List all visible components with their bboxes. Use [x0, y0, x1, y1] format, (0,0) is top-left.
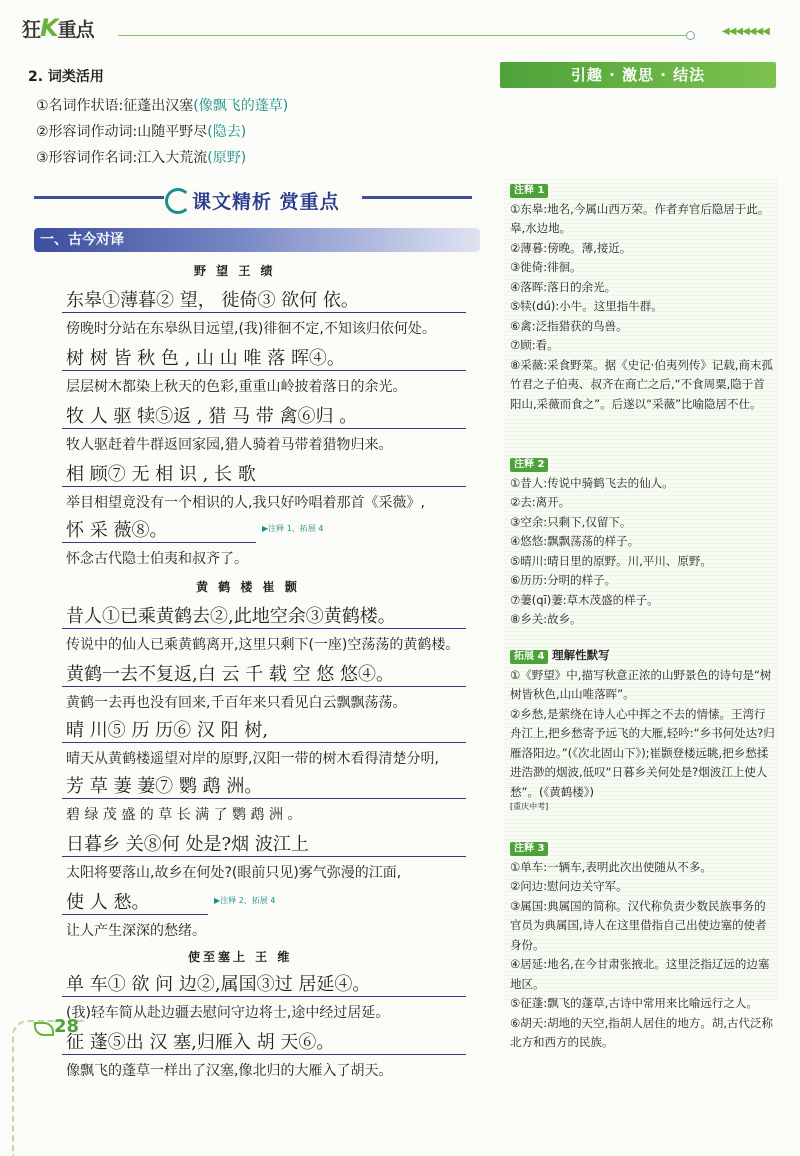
- poem-line: 黄鹤一去不复返,白 云 千 载 空 悠 悠④。: [66, 664, 395, 685]
- poem-line: 使 人 愁。: [66, 892, 150, 913]
- note-item: ②问边:慰问边关守军。: [510, 879, 628, 893]
- poem-line: 昔人①已乘黄鹤去②,此地空余③黄鹤楼。: [66, 606, 396, 627]
- note-item: ②乡愁,是萦绕在诗人心中挥之不去的情愫。王湾行舟江上,把乡愁寄予远飞的大雁,轻吟:“乡书何处达?归雁洛阳边。”(《次北固山下》);崔颢登楼远眺,把乡愁揉进浩渺的烟波,低叹“日暮乡关何处是?烟波江上使人愁”。(《黄鹤楼》): [510, 706, 775, 799]
- note-item: ④悠悠:飘飘荡荡的样子。: [510, 534, 640, 548]
- note-item: ⑦萋(qī)萋:草木茂盛的样子。: [510, 592, 659, 607]
- note-item: ⑦顾:看。: [510, 338, 559, 352]
- poem-line: 东皋①薄暮② 望， 徙倚③ 欲何 依。: [66, 290, 359, 311]
- translation-line: 黄鹤一去再也没有回来,千百年来只看见白云飘飘荡荡。: [66, 695, 407, 711]
- translation-line: 让人产生深深的愁绪。: [66, 923, 206, 939]
- translation-line: 像飘飞的蓬草一样出了汉塞,像北归的大雁入了胡天。: [66, 1063, 393, 1079]
- translation-line: 层层树木都染上秋天的色彩,重重山岭披着落日的余光。: [66, 379, 407, 395]
- leaf-icon: [34, 1022, 54, 1036]
- note-item: ①东皋:地名,今属山西万荣。作者弃官后隐居于此。皋,水边地。: [510, 201, 770, 235]
- note-item: ⑤征蓬:飘飞的蓬草,古诗中常用来比喻远行之人。: [510, 996, 758, 1010]
- translation-line: 碧 绿 茂 盛 的 草 长 满 了 鹦 鹉 洲 。: [66, 807, 302, 823]
- note-item: ③徙倚:徘徊。: [510, 260, 582, 274]
- poem-title: 黄 鹤 楼 崔 颢: [196, 580, 300, 594]
- note-badge: 注释 2: [510, 458, 548, 472]
- notes-block: [510, 180, 776, 414]
- extension-heading: 理解性默写: [552, 648, 610, 662]
- poem-line: 芳 草 萋 萋⑦ 鹦 鹉 洲。: [66, 776, 263, 797]
- note-item: ⑤晴川:晴日里的原野。川,平川、原野。: [510, 553, 712, 568]
- note-item: ②去:离开。: [510, 495, 571, 509]
- poem-title: 使至塞上 王 维: [188, 950, 293, 964]
- poem-line: 树 树 皆 秋 色 , 山 山 唯 落 晖④。: [66, 348, 345, 369]
- note-item: ⑧乡关:故乡。: [510, 612, 582, 626]
- note-item: ①《野望》中,描写秋意正浓的山野景色的诗句是“树树皆秋色,山山唯落晖”。: [510, 667, 772, 701]
- poem-line: 晴 川⑤ 历 历⑥ 汉 阳 树,: [66, 720, 269, 741]
- poem-title: 野 望 王 绩: [194, 264, 276, 278]
- header-rule: [118, 35, 688, 36]
- note-badge: 注释 3: [510, 842, 548, 856]
- note-item: ⑧采薇:采食野菜。据《史记·伯夷列传》记载,商末孤竹君之子伯夷、叔齐在商亡之后,“不食周粟,隐于首阳山,采薇而食之”。后遂以“采薇”比喻隐居不仕。: [510, 357, 773, 411]
- translation-line: 怀念古代隐士伯夷和叔齐了。: [66, 551, 248, 567]
- brand-logo: 狂K重点: [22, 14, 94, 42]
- note-item: ①单车:一辆车,表明此次出使随从不多。: [510, 859, 712, 874]
- notes-block: [510, 454, 776, 630]
- usage-item: ②形容词作动词:山随平野尽(隐去): [36, 124, 247, 140]
- page-number: 28: [54, 1016, 80, 1037]
- section-heading: 2. 词类活用: [28, 69, 104, 85]
- note-item: ④落晖:落日的余光。: [510, 279, 617, 294]
- note-item: ④居延:地名,在今甘肃张掖北。这里泛指辽远的边塞地区。: [510, 957, 770, 991]
- note-item: ③属国:典属国的简称。汉代称负责少数民族事务的官员为典属国,诗人在这里借指自己出使边塞的使者身份。: [510, 898, 767, 952]
- usage-item: ①名词作状语:征蓬出汉塞(像飘飞的蓬草): [36, 98, 289, 114]
- note-item: ①昔人:传说中骑鹤飞去的仙人。: [510, 475, 674, 490]
- translation-line: 举目相望竟没有一个相识的人,我只好吟唱着那首《采薇》,: [66, 495, 425, 511]
- page-corner-decoration: [12, 1020, 84, 1156]
- header-arrows: ◀◀◀◀◀◀◀: [722, 26, 769, 37]
- note-item: ⑥胡天:胡地的天空,指胡人居住的地方。胡,古代泛称北方和西方的民族。: [510, 1015, 773, 1049]
- note-badge: 拓展 4: [510, 650, 548, 664]
- poem-line: 牧 人 驱 犊⑤返 , 猎 马 带 禽⑥归 。: [66, 406, 358, 427]
- main-title: 课文精析 赏重点: [192, 191, 340, 213]
- swirl-icon: [165, 188, 191, 214]
- note-item: ⑤犊(dú):小牛。这里指牛群。: [510, 299, 663, 313]
- sidebar-header: 引趣 · 激思 · 结法: [500, 62, 776, 88]
- header-dot: [686, 31, 695, 40]
- note-link[interactable]: ▶注释 2、拓展 4: [214, 896, 276, 905]
- translation-line: 傍晚时分站在东皋纵目远望,(我)徘徊不定,不知该归依何处。: [66, 321, 436, 337]
- note-item: ②薄暮:傍晚。薄,接近。: [510, 240, 632, 255]
- extension-block: [510, 646, 776, 812]
- poem-line: 怀 采 薇⑧。: [66, 520, 168, 541]
- translation-line: 牧人驱赶着牛群返回家园,猎人骑着马带着猎物归来。: [66, 437, 393, 453]
- source-tag: [重庆中考]: [510, 802, 549, 811]
- poem-line: 单 车① 欲 问 边②,属国③过 居延④。: [66, 974, 371, 995]
- translation-line: 传说中的仙人已乘黄鹤离开,这里只剩下(一座)空荡荡的黄鹤楼。: [66, 637, 460, 653]
- poem-line: 征 蓬⑤出 汉 塞,归雁入 胡 天⑥。: [66, 1032, 335, 1053]
- usage-item: ③形容词作名词:江入大荒流(原野): [36, 150, 247, 166]
- poem-line: 日暮乡 关⑧何 处是?烟 波江上: [66, 834, 309, 855]
- note-item: ⑥历历:分明的样子。: [510, 573, 617, 587]
- note-link[interactable]: ▶注释 1、拓展 4: [262, 524, 324, 533]
- note-item: ③空余:只剩下,仅留下。: [510, 514, 632, 529]
- translation-line: (我)轻车简从赴边疆去慰问守边将士,途中经过居延。: [66, 1005, 390, 1021]
- notes-block: [510, 838, 776, 1053]
- translation-line: 太阳将要落山,故乡在何处?(眼前只见)雾气弥漫的江面,: [66, 865, 402, 881]
- translation-line: 晴天从黄鹤楼遥望对岸的原野,汉阳一带的树木看得清楚分明,: [66, 751, 439, 767]
- section-bar: 一、古今对译: [34, 228, 480, 252]
- note-badge: 注释 1: [510, 184, 548, 198]
- note-item: ⑥禽:泛指猎获的鸟兽。: [510, 318, 628, 333]
- poem-line: 相 顾⑦ 无 相 识 , 长 歌: [66, 464, 256, 485]
